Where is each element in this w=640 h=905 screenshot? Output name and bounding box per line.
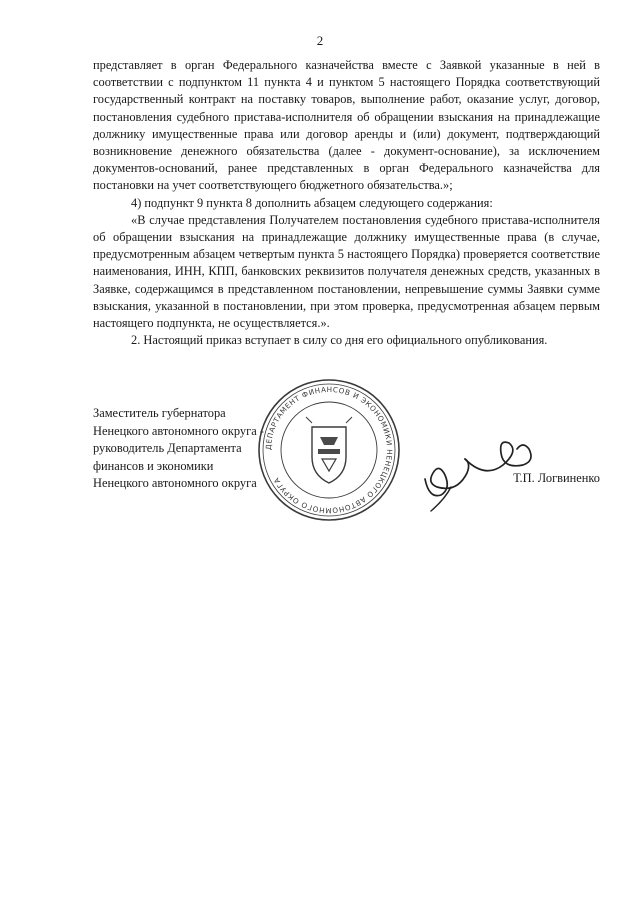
- signer-position: [93, 405, 264, 493]
- paragraph-quote: «В случае представления Получателем постановления судебного пристава-исполнителя об обращении взыскания на принадлежащие должнику имущественные права (в случае, предусмотренным абзацем четвертым пункта 5 настоящего Порядка) проверяется соответствие наименования, ИНН, КПП, банковских реквизитов получателя денежных средств, указанных в Заявке, содержащимся в представленном постановлении, непревышение суммы Заявки сумме взыскания, указанной в постановлении, при этом проверка, предусмотренная абзацем первым настоящего подпункта, не осуществляется.».: [93, 212, 600, 331]
- official-seal-stamp: [254, 375, 404, 525]
- coat-of-arms-icon: [306, 417, 352, 483]
- signer-name: Т.П. Логвиненко: [513, 471, 600, 485]
- page-number: 2: [316, 33, 324, 48]
- position-line: Заместитель губернатора: [93, 406, 226, 420]
- position-line: финансов и экономики: [93, 458, 214, 473]
- paragraph-item-4: 4) подпункт 9 пункта 8 дополнить абзацем следующего содержания:: [131, 195, 493, 210]
- document-body: [93, 57, 600, 349]
- svg-text:ДЕПАРТАМЕНТ ФИНАНСОВ И ЭКОНОМИ: ДЕПАРТАМЕНТ ФИНАНСОВ И ЭКОНОМИКИ НЕНЕЦКОГО АВТОНОМНОГО ОКРУГА: [263, 384, 395, 516]
- position-line: руководитель Департамента: [93, 441, 242, 456]
- position-line: Ненецкого автономного округа -: [93, 423, 264, 438]
- paragraph-continuation: представляет в орган Федерального казначейства вместе с Заявкой указанные в ней в соответствии с подпунктом 11 пункта 4 и пунктом 5 настоящего Порядка соответствующий государственный контракт на поставку товаров, выполнение работ, оказание услуг, договор, постановления судебного пристава-исполнителя об обращении взыскания на принадлежащие должнику имущественные права или договор аренды и (или) документ, подтверждающий возникновение денежного обязательства (далее - документ-основание), за исключением документов-оснований, ранее представленных в орган Федерального казначейства для постановки на учет соответствующего бюджетного обязательства.»;: [93, 58, 600, 193]
- signature-block: [93, 384, 600, 525]
- position-line: Ненецкого автономного округа: [93, 476, 257, 491]
- paragraph-effective-date: 2. Настоящий приказ вступает в силу со дня его официального опубликования.: [131, 333, 548, 348]
